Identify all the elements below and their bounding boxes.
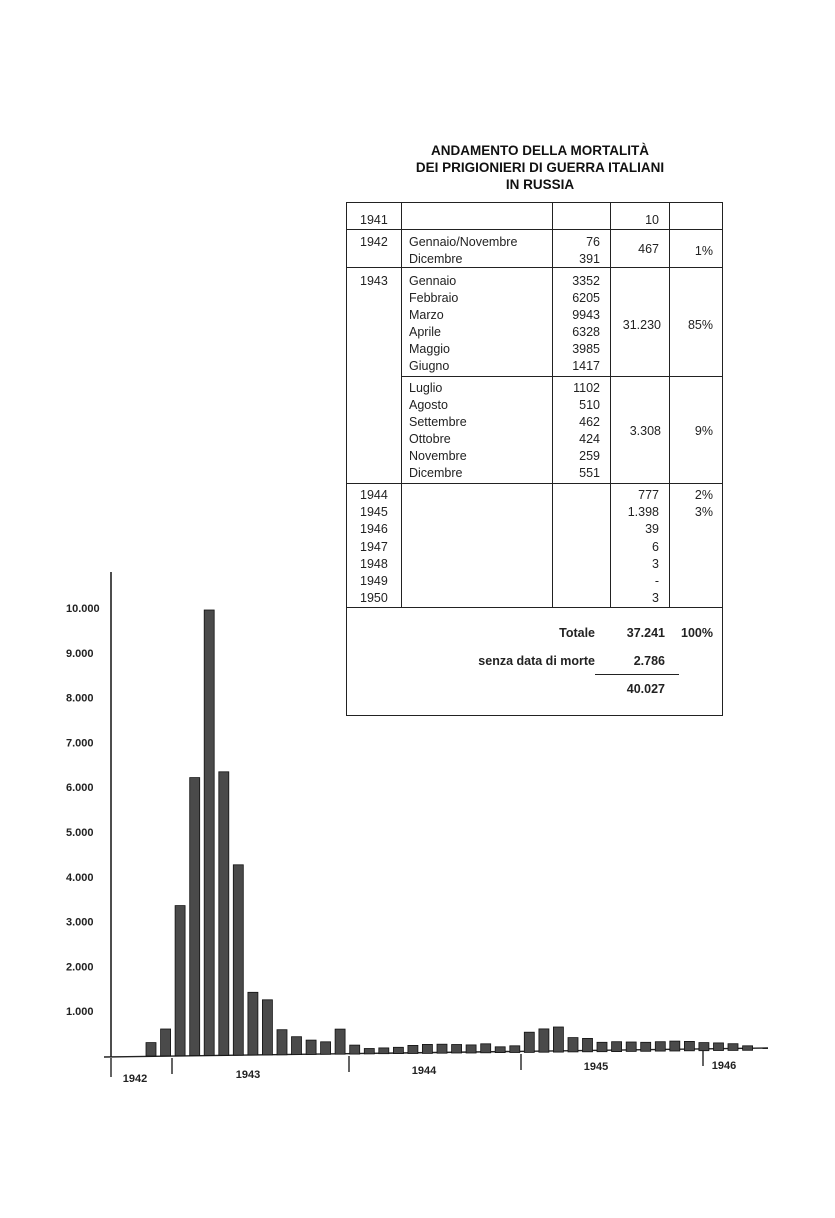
bar	[597, 1042, 607, 1051]
bar	[161, 1029, 171, 1056]
bar	[175, 906, 185, 1056]
year-label: 1948	[360, 557, 388, 571]
bar	[553, 1027, 563, 1052]
x-tick-label: 1943	[235, 1069, 261, 1081]
y-tick-label: 1.000	[66, 1006, 94, 1019]
bar	[306, 1040, 316, 1054]
x-axis-line	[104, 1048, 768, 1057]
month-count: 9943	[572, 308, 600, 322]
month-label: Maggio	[409, 342, 450, 356]
bar	[350, 1045, 360, 1054]
year-total: 777	[638, 488, 659, 502]
bar	[684, 1041, 694, 1050]
month-count: 391	[579, 252, 600, 266]
group-percent: 9%	[694, 424, 713, 438]
y-tick-label: 8.000	[66, 692, 94, 705]
bar	[262, 1000, 272, 1055]
bar	[539, 1029, 549, 1052]
bar	[524, 1032, 534, 1052]
year-total: 39	[645, 522, 659, 536]
x-tick-label: 1944	[411, 1065, 437, 1077]
month-label: Gennaio/Novembre	[409, 235, 518, 249]
bar	[452, 1045, 462, 1054]
group-total: 467	[638, 242, 659, 256]
year-total: 3	[652, 557, 659, 571]
y-tick-labels	[66, 603, 100, 1018]
month-label: Novembre	[409, 449, 467, 463]
group-total: 3.308	[629, 424, 661, 438]
chart-bars	[146, 610, 753, 1056]
year-label: 1945	[360, 505, 388, 519]
bar	[335, 1029, 345, 1054]
bar	[670, 1041, 680, 1051]
group-percent: 1%	[694, 244, 713, 258]
month-count: 462	[579, 415, 600, 429]
year-total: 1.398	[627, 505, 659, 519]
month-label: Luglio	[409, 381, 443, 395]
x-tick-label: 1942	[122, 1073, 148, 1085]
month-label: Agosto	[409, 398, 448, 412]
month-count: 1417	[572, 359, 600, 373]
month-label: Gennaio	[409, 274, 457, 288]
bar	[699, 1043, 709, 1051]
bar	[583, 1038, 593, 1051]
totale-value: 37.241	[626, 626, 665, 640]
y-tick-label: 5.000	[66, 827, 94, 839]
month-label: Marzo	[409, 308, 444, 322]
bar	[481, 1044, 491, 1053]
bar	[510, 1046, 520, 1053]
bar	[292, 1037, 302, 1055]
year-total: -	[654, 574, 659, 588]
year-label: 1942	[360, 235, 388, 249]
bar	[743, 1046, 753, 1051]
bar	[466, 1045, 476, 1053]
group-total: 31.230	[622, 318, 661, 332]
y-tick-label: 3.000	[66, 916, 94, 929]
month-label: Dicembre	[409, 252, 463, 266]
year-total: 3	[652, 591, 659, 605]
title-line-1: ANDAMENTO DELLA MORTALITÀ	[431, 143, 649, 158]
grand-total: 40.027	[626, 682, 665, 696]
y-tick-label: 4.000	[66, 871, 94, 884]
chart-axes	[104, 572, 768, 1077]
month-count: 6328	[572, 325, 600, 339]
year-percent: 3%	[694, 505, 713, 519]
senza-data-value: 2.786	[633, 654, 665, 668]
month-count: 551	[579, 466, 600, 480]
bar	[190, 778, 200, 1056]
x-axis-labels	[123, 1060, 736, 1085]
month-count: 424	[579, 432, 600, 446]
month-label: Ottobre	[409, 432, 451, 446]
totale-percent: 100%	[681, 626, 713, 640]
y-tick-label: 7.000	[66, 737, 94, 750]
bar	[728, 1044, 738, 1051]
bar	[641, 1042, 651, 1051]
year-label: 1944	[360, 488, 388, 502]
bar	[714, 1043, 724, 1051]
bar	[248, 992, 258, 1055]
month-label: Dicembre	[409, 466, 463, 480]
bar	[393, 1047, 403, 1053]
bar	[233, 865, 243, 1055]
title-line-3: IN RUSSIA	[505, 177, 575, 192]
bar	[204, 610, 214, 1055]
month-count: 510	[579, 398, 600, 412]
year-total: 6	[652, 540, 659, 554]
bar	[568, 1038, 578, 1052]
y-tick-label: 2.000	[66, 961, 94, 974]
bar	[277, 1030, 287, 1055]
year-label: 1946	[360, 522, 388, 536]
bar	[612, 1042, 622, 1052]
month-count: 6205	[572, 291, 600, 305]
bar	[437, 1044, 447, 1053]
y-tick-label: 9.000	[66, 647, 94, 660]
y-tick-label: 6.000	[66, 782, 94, 795]
group-total: 10	[645, 213, 659, 227]
month-label: Giugno	[409, 359, 450, 373]
year-label: 1943	[360, 274, 388, 288]
month-count: 3985	[572, 342, 600, 356]
x-tick-label: 1946	[711, 1060, 737, 1072]
month-count: 259	[579, 449, 600, 463]
group-percent: 85%	[687, 318, 713, 332]
year-label: 1947	[360, 540, 388, 554]
totale-label: Totale	[559, 626, 595, 640]
title-line-2: DEI PRIGIONIERI DI GUERRA ITALIANI	[415, 160, 665, 175]
bar	[626, 1042, 636, 1051]
month-label: Febbraio	[409, 291, 459, 305]
year-percent: 2%	[694, 488, 713, 502]
month-label: Settembre	[409, 415, 467, 429]
bar	[364, 1049, 374, 1054]
bar	[379, 1048, 389, 1054]
month-count: 3352	[572, 274, 600, 288]
month-label: Aprile	[409, 325, 441, 339]
bar	[655, 1042, 665, 1051]
bar	[495, 1047, 505, 1053]
year-label: 1941	[360, 213, 388, 227]
bar	[408, 1045, 418, 1053]
y-tick-label: 10.000	[66, 603, 100, 615]
year-label: 1950	[360, 591, 388, 605]
year-label: 1949	[360, 574, 388, 588]
bar	[321, 1042, 331, 1055]
bar	[422, 1044, 432, 1053]
month-count: 76	[586, 235, 600, 249]
senza-data-label: senza data di morte	[478, 654, 595, 668]
x-tick-label: 1945	[583, 1061, 609, 1073]
bar	[146, 1043, 156, 1056]
bar	[219, 772, 229, 1056]
month-count: 1102	[573, 381, 600, 395]
